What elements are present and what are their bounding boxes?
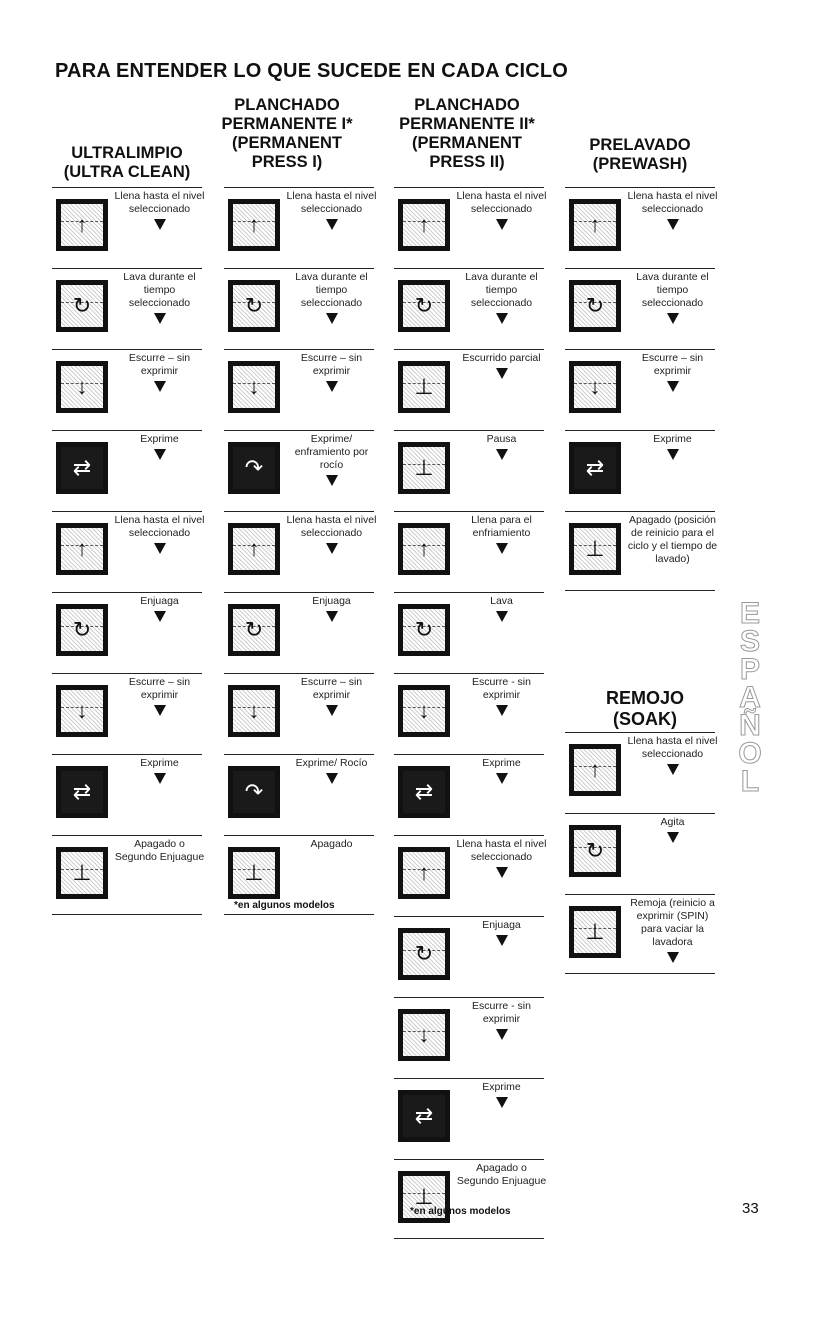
cycle-step: [565, 430, 715, 500]
fill-icon: ↑: [56, 523, 108, 575]
step-label: Llena hasta el nivel seleccionado: [286, 514, 377, 539]
cycle-step: [52, 592, 202, 662]
step-label: Enjuaga: [312, 595, 351, 607]
fill-icon: ↑: [569, 744, 621, 796]
cycle-step: [394, 1078, 544, 1148]
down-arrow-icon: [496, 611, 508, 622]
down-arrow-icon: [326, 381, 338, 392]
down-arrow-icon: [667, 832, 679, 843]
down-arrow-icon: [496, 449, 508, 460]
heading-prewash: PRELAVADO (PREWASH): [589, 136, 691, 173]
cycle-step: [394, 835, 547, 905]
step-divider: [565, 430, 715, 431]
step-divider: [394, 754, 544, 755]
step-label: Remoja (reinicio a exprimir (SPIN) para vaciar la lavadora: [630, 897, 715, 948]
step-divider: [394, 187, 544, 188]
step-label: Escurrido parcial: [462, 352, 541, 364]
step-label: Enjuaga: [482, 919, 521, 931]
cycle-step: [394, 754, 544, 824]
cycle-step: [52, 835, 205, 905]
fill-icon: ↑: [569, 199, 621, 251]
step-divider: [52, 754, 202, 755]
down-arrow-icon: [154, 219, 166, 230]
drain-icon: ↓: [56, 361, 108, 413]
footnote-pp2: *en algunos modelos: [410, 1206, 511, 1217]
cycle-step: [394, 673, 544, 743]
step-label: Exprime: [653, 433, 692, 445]
down-arrow-icon: [496, 705, 508, 716]
cycle-step: [565, 349, 715, 419]
cycle-step: [394, 430, 544, 500]
cycle-step: [394, 511, 544, 581]
cycle-step: [224, 430, 374, 500]
column-end-divider: [565, 973, 715, 974]
down-arrow-icon: [667, 219, 679, 230]
fill-icon: ↑: [56, 199, 108, 251]
step-divider: [224, 754, 374, 755]
down-arrow-icon: [154, 705, 166, 716]
step-label: Escurre – sin exprimir: [128, 676, 191, 701]
cycle-step: [224, 835, 374, 905]
cycle-step: [394, 997, 544, 1067]
step-divider: [52, 511, 202, 512]
step-label: Llena para el enfriamiento: [471, 514, 532, 539]
step-divider: [52, 835, 202, 836]
step-label: Apagado (posición de reinicio para el ciclo y el tiempo de lavado): [627, 514, 718, 565]
step-divider: [224, 187, 374, 188]
down-arrow-icon: [154, 543, 166, 554]
wash-icon: ↻: [569, 280, 621, 332]
step-label: Pausa: [486, 433, 517, 445]
step-label: Escurre - sin exprimir: [472, 676, 531, 701]
step-label: Llena hasta el nivel seleccionado: [286, 190, 377, 215]
step-label: Exprime: [482, 757, 521, 769]
cycle-step: [394, 268, 544, 338]
step-divider: [224, 349, 374, 350]
column-end-divider: [394, 1238, 544, 1239]
down-arrow-icon: [154, 773, 166, 784]
footnote-pp1: *en algunos modelos: [234, 900, 335, 911]
wash-icon: ↻: [56, 280, 108, 332]
cycle-step: [224, 592, 374, 662]
step-divider: [394, 511, 544, 512]
down-arrow-icon: [496, 1029, 508, 1040]
cycle-step: [224, 268, 374, 338]
cycle-step: [394, 1159, 547, 1229]
cycle-step: [224, 349, 374, 419]
off-icon: ⊥: [398, 1171, 450, 1223]
fill-icon: ↑: [398, 199, 450, 251]
down-arrow-icon: [496, 773, 508, 784]
spray-icon: ↷: [228, 442, 280, 494]
step-divider: [52, 592, 202, 593]
step-label: Exprime/ Rocío: [295, 757, 368, 769]
drain-icon: ↓: [56, 685, 108, 737]
step-divider: [565, 511, 715, 512]
agitate-icon: ↻: [569, 825, 621, 877]
step-divider: [52, 430, 202, 431]
step-label: Llena hasta el nivel seleccionado: [456, 190, 547, 215]
step-label: Escurre - sin exprimir: [472, 1000, 531, 1025]
down-arrow-icon: [154, 611, 166, 622]
step-label: Lava durante el tiempo seleccionado: [123, 271, 196, 309]
down-arrow-icon: [667, 449, 679, 460]
step-divider: [565, 187, 715, 188]
step-label: Escurre – sin exprimir: [641, 352, 704, 377]
cycle-step: [224, 187, 377, 257]
off-icon: ⊥: [228, 847, 280, 899]
down-arrow-icon: [154, 449, 166, 460]
step-label: Llena hasta el nivel seleccionado: [114, 190, 205, 215]
cycle-step: [565, 511, 718, 581]
page-title: PARA ENTENDER LO QUE SUCEDE EN CADA CICLO: [55, 60, 569, 82]
down-arrow-icon: [154, 313, 166, 324]
down-arrow-icon: [496, 935, 508, 946]
cycle-step: [565, 894, 715, 964]
step-divider: [394, 835, 544, 836]
drain-icon: ↓: [569, 361, 621, 413]
side-language-label: E S P A Ñ O L: [738, 597, 762, 798]
cycle-step: [52, 430, 202, 500]
drain-icon: ↓: [398, 1009, 450, 1061]
step-label: Lava durante el tiempo seleccionado: [295, 271, 368, 309]
spin-icon: ⇄: [398, 766, 450, 818]
step-label: Llena hasta el nivel seleccionado: [627, 190, 718, 215]
wash-icon: ↻: [398, 928, 450, 980]
step-label: Escurre – sin exprimir: [300, 352, 363, 377]
down-arrow-icon: [326, 543, 338, 554]
step-divider: [394, 592, 544, 593]
column-end-divider: [52, 914, 202, 915]
drain-icon: ↓: [228, 361, 280, 413]
drain-icon: ↓: [398, 685, 450, 737]
cycle-step: [565, 187, 718, 257]
spin-icon: ⇄: [56, 442, 108, 494]
cycle-step: [52, 511, 205, 581]
wash-icon: ↻: [228, 280, 280, 332]
step-divider: [224, 592, 374, 593]
cycle-step: [394, 592, 544, 662]
cycle-step: [394, 187, 547, 257]
off-icon: ⊥: [569, 523, 621, 575]
down-arrow-icon: [496, 313, 508, 324]
cycle-step: [52, 754, 202, 824]
off-icon: ⊥: [56, 847, 108, 899]
step-divider: [394, 916, 544, 917]
step-label: Exprime: [482, 1081, 521, 1093]
down-arrow-icon: [326, 219, 338, 230]
column-end-divider: [224, 914, 374, 915]
fill-icon: ↑: [228, 199, 280, 251]
step-label: Exprime: [140, 757, 179, 769]
cycle-step: [224, 754, 374, 824]
wash-icon: ↻: [398, 604, 450, 656]
step-label: Escurre – sin exprimir: [128, 352, 191, 377]
wash-icon: ↻: [398, 280, 450, 332]
spin-icon: ⇄: [569, 442, 621, 494]
heading-ultra-clean: ULTRALIMPIO (ULTRA CLEAN): [63, 144, 191, 181]
step-divider: [394, 1078, 544, 1079]
fill-icon: ↑: [398, 847, 450, 899]
step-divider: [565, 813, 715, 814]
step-divider: [394, 268, 544, 269]
step-divider: [394, 430, 544, 431]
down-arrow-icon: [667, 764, 679, 775]
down-arrow-icon: [667, 381, 679, 392]
down-arrow-icon: [496, 543, 508, 554]
down-arrow-icon: [326, 611, 338, 622]
step-label: Agita: [660, 816, 685, 828]
column-end-divider: [565, 590, 715, 591]
down-arrow-icon: [326, 313, 338, 324]
step-label: Apagado o Segundo Enjuague: [114, 838, 205, 863]
down-arrow-icon: [496, 1097, 508, 1108]
step-divider: [224, 835, 374, 836]
step-divider: [224, 430, 374, 431]
step-divider: [224, 268, 374, 269]
cycle-step: [565, 732, 718, 802]
cycle-step: [224, 673, 374, 743]
spray-icon: ↷: [228, 766, 280, 818]
step-label: Llena hasta el nivel seleccionado: [114, 514, 205, 539]
step-divider: [394, 1159, 544, 1160]
step-divider: [565, 349, 715, 350]
step-divider: [394, 349, 544, 350]
step-label: Apagado: [310, 838, 353, 850]
step-label: Exprime: [140, 433, 179, 445]
down-arrow-icon: [496, 219, 508, 230]
step-divider: [394, 673, 544, 674]
down-arrow-icon: [326, 773, 338, 784]
down-arrow-icon: [326, 475, 338, 486]
down-arrow-icon: [154, 381, 166, 392]
step-divider: [52, 187, 202, 188]
step-label: Llena hasta el nivel seleccionado: [456, 838, 547, 863]
wash-icon: ↻: [228, 604, 280, 656]
cycle-step: [394, 349, 544, 419]
step-divider: [565, 268, 715, 269]
step-label: Llena hasta el nivel seleccionado: [627, 735, 718, 760]
cycle-step: [52, 673, 202, 743]
fill-icon: ↑: [398, 523, 450, 575]
step-divider: [565, 732, 715, 733]
cycle-step: [52, 349, 202, 419]
step-label: Apagado o Segundo Enjuague: [456, 1162, 547, 1187]
page-number: 33: [742, 1200, 759, 1217]
cycle-step: [52, 187, 205, 257]
step-divider: [394, 997, 544, 998]
step-label: Lava: [490, 595, 513, 607]
cycle-step: [565, 268, 715, 338]
down-arrow-icon: [667, 952, 679, 963]
heading-permanent-press-1: PLANCHADO PERMANENTE I* (PERMANENT PRESS I): [221, 96, 353, 171]
heading-permanent-press-2: PLANCHADO PERMANENTE II* (PERMANENT PRESS II): [399, 96, 535, 171]
step-divider: [52, 673, 202, 674]
step-label: Enjuaga: [140, 595, 179, 607]
cycle-step: [224, 511, 377, 581]
step-label: Lava durante el tiempo seleccionado: [636, 271, 709, 309]
fill-icon: ↑: [228, 523, 280, 575]
step-label: Escurre – sin exprimir: [300, 676, 363, 701]
heading-soak: REMOJO (SOAK): [605, 688, 684, 729]
cycle-step: [565, 813, 715, 883]
wash-icon: ↻: [56, 604, 108, 656]
pause-icon: ⊥: [398, 442, 450, 494]
step-label: Lava durante el tiempo seleccionado: [465, 271, 538, 309]
cycle-step: [52, 268, 202, 338]
down-arrow-icon: [326, 705, 338, 716]
down-arrow-icon: [496, 867, 508, 878]
step-divider: [565, 894, 715, 895]
partial-icon: ⊥: [398, 361, 450, 413]
down-arrow-icon: [496, 368, 508, 379]
drain-icon: ↓: [228, 685, 280, 737]
cycle-step: [394, 916, 544, 986]
step-label: Exprime/ enframiento por rocío: [294, 433, 369, 471]
step-divider: [52, 268, 202, 269]
spin-icon: ⇄: [398, 1090, 450, 1142]
down-arrow-icon: [667, 313, 679, 324]
spin-icon: ⇄: [56, 766, 108, 818]
step-divider: [224, 673, 374, 674]
step-divider: [224, 511, 374, 512]
soak-icon: ⊥: [569, 906, 621, 958]
step-divider: [52, 349, 202, 350]
